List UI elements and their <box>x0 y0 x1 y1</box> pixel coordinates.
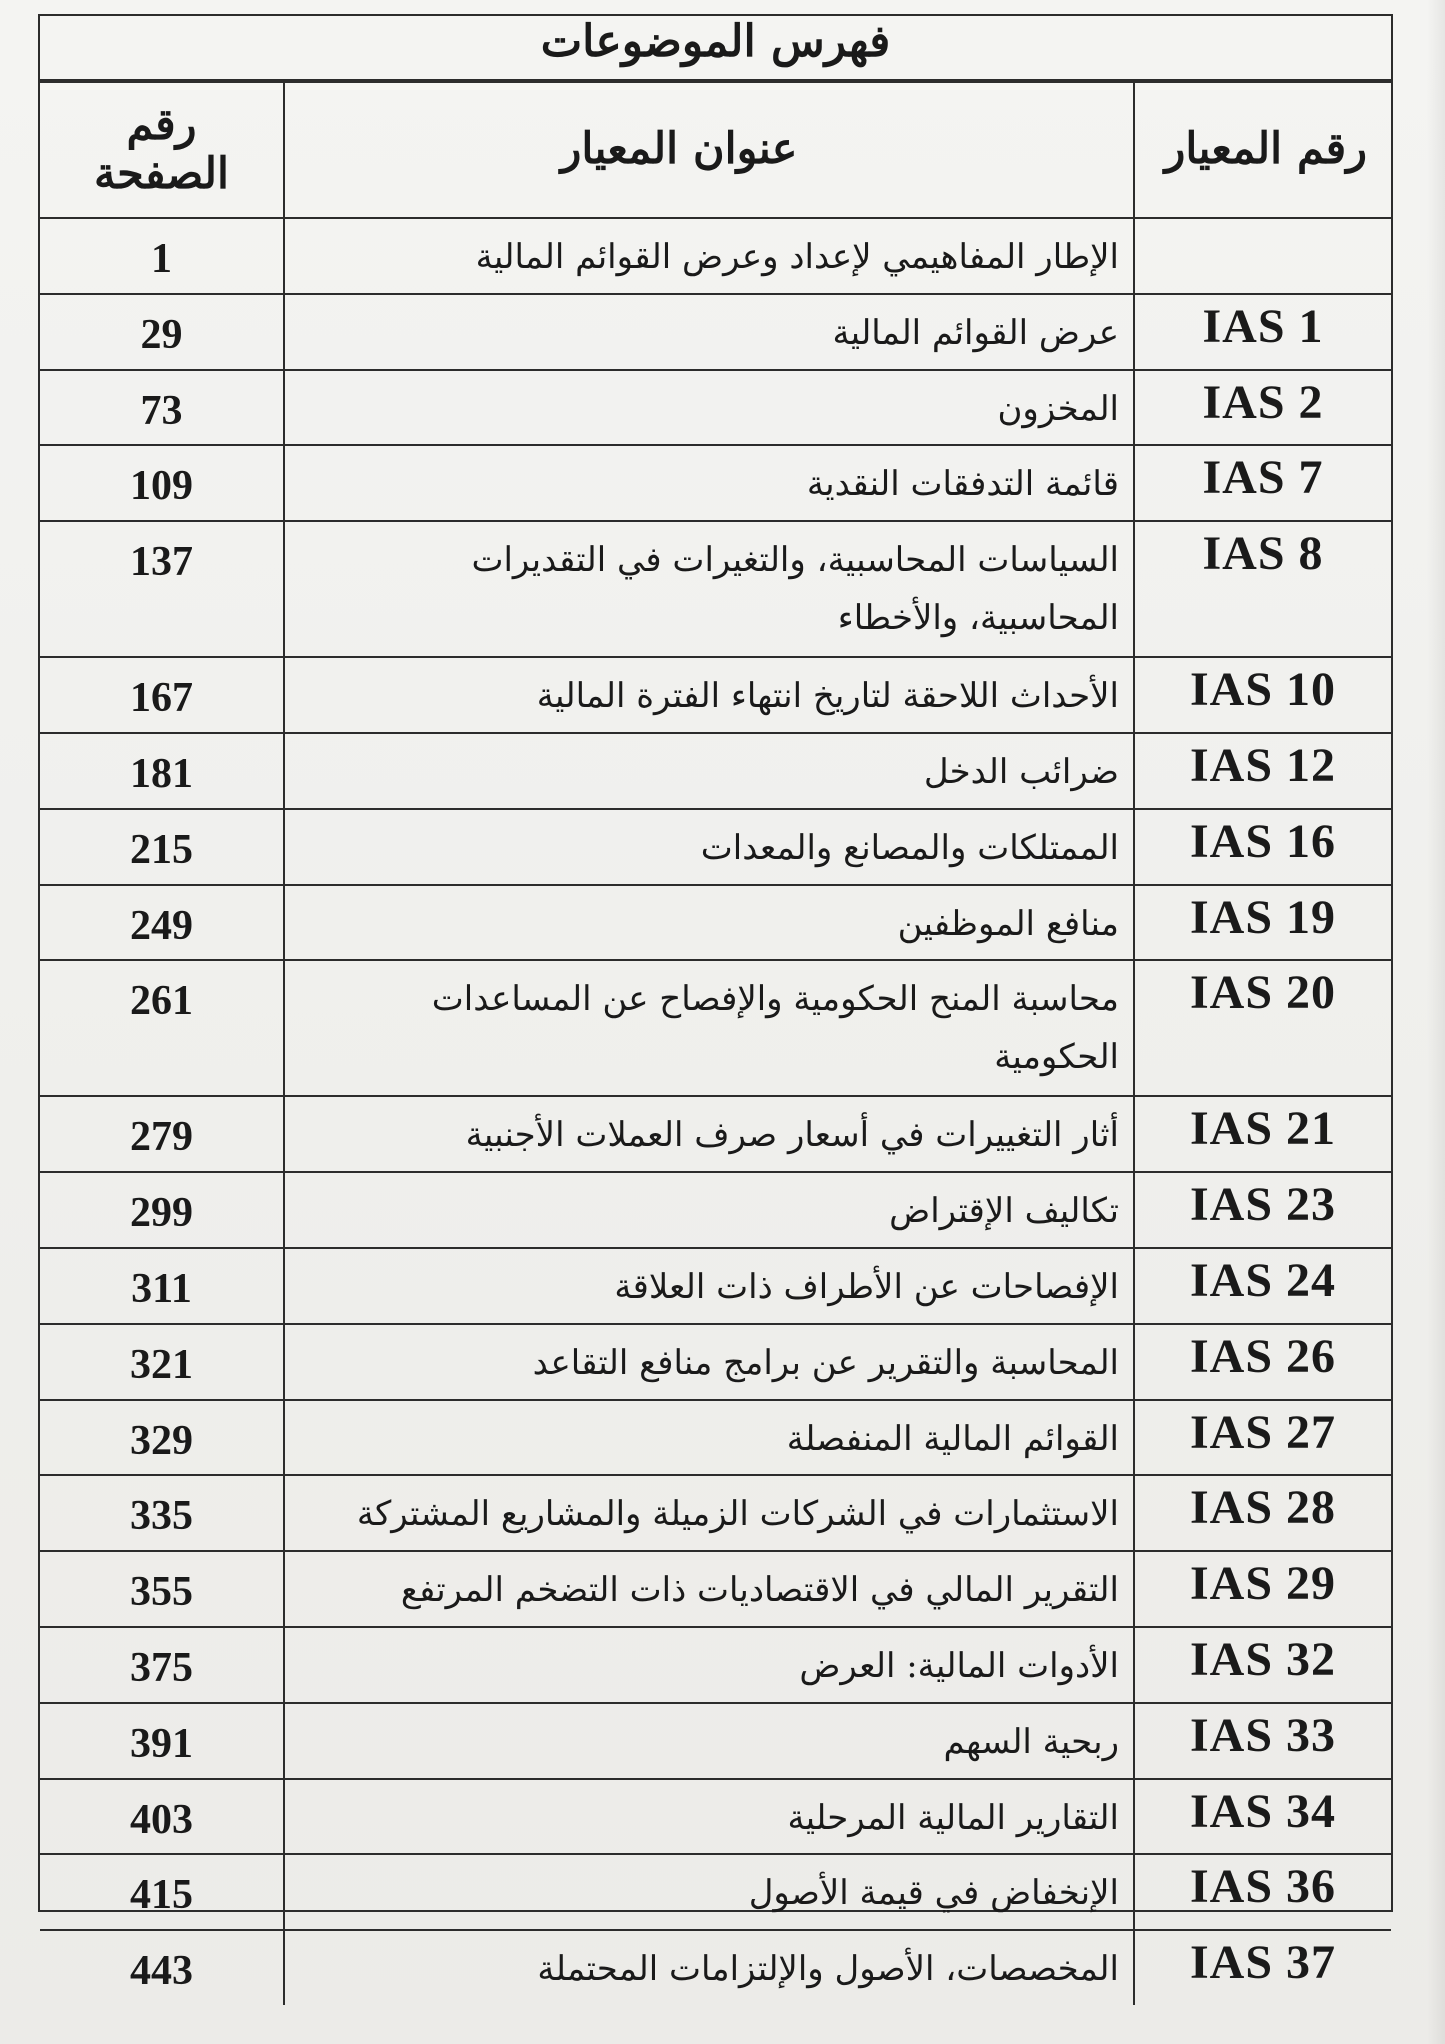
page-number: 29 <box>40 294 284 370</box>
standard-code: IAS 19 <box>1134 885 1391 961</box>
standard-code: IAS 29 <box>1134 1551 1391 1627</box>
toc-row <box>40 1779 1391 1855</box>
standard-title: المحاسبة والتقرير عن برامج منافع التقاعد <box>284 1324 1134 1400</box>
standard-title: منافع الموظفين <box>284 885 1134 961</box>
standard-title: محاسبة المنح الحكومية والإفصاح عن المساعدات الحكومية <box>284 960 1134 1096</box>
toc-row <box>40 809 1391 885</box>
page-number: 403 <box>40 1779 284 1855</box>
toc-row <box>40 370 1391 446</box>
standard-code: IAS 33 <box>1134 1703 1391 1779</box>
page-number: 137 <box>40 521 284 657</box>
toc-row <box>40 218 1391 294</box>
toc-row <box>40 1475 1391 1551</box>
standard-title: تكاليف الإقتراض <box>284 1172 1134 1248</box>
page-number: 375 <box>40 1627 284 1703</box>
standard-code: IAS 26 <box>1134 1324 1391 1400</box>
standard-code: IAS 24 <box>1134 1248 1391 1324</box>
standard-code: IAS 12 <box>1134 733 1391 809</box>
toc-row <box>40 1248 1391 1324</box>
toc-row <box>40 960 1391 1096</box>
standard-code: IAS 8 <box>1134 521 1391 657</box>
standard-title: الاستثمارات في الشركات الزميلة والمشاريع المشتركة <box>284 1475 1134 1551</box>
standard-code: IAS 10 <box>1134 657 1391 733</box>
toc-row <box>40 733 1391 809</box>
header-title: عنوان المعيار <box>284 82 1134 218</box>
toc-row <box>40 657 1391 733</box>
page-number: 329 <box>40 1400 284 1476</box>
standard-code: IAS 1 <box>1134 294 1391 370</box>
standard-code: IAS 7 <box>1134 445 1391 521</box>
toc-row <box>40 1096 1391 1172</box>
header-code: رقم المعيار <box>1134 82 1391 218</box>
standard-code: IAS 20 <box>1134 960 1391 1096</box>
standard-title: المخزون <box>284 370 1134 446</box>
standard-title: الأدوات المالية: العرض <box>284 1627 1134 1703</box>
standard-title: ضرائب الدخل <box>284 733 1134 809</box>
page-number: 311 <box>40 1248 284 1324</box>
toc-frame <box>38 14 1393 1995</box>
standard-code: IAS 2 <box>1134 370 1391 446</box>
standard-code: IAS 32 <box>1134 1627 1391 1703</box>
header-page <box>40 82 284 218</box>
page-number: 391 <box>40 1703 284 1779</box>
header-row <box>40 82 1391 218</box>
page-number: 415 <box>40 1854 284 1930</box>
toc-row <box>40 1627 1391 1703</box>
page-number: 167 <box>40 657 284 733</box>
page-number: 261 <box>40 960 284 1096</box>
header-page-line2: الصفحة <box>94 149 229 199</box>
standard-title: الإنخفاض في قيمة الأصول <box>284 1854 1134 1930</box>
page-number: 73 <box>40 370 284 446</box>
page-number: 109 <box>40 445 284 521</box>
standard-title: أثار التغييرات في أسعار صرف العملات الأجنبية <box>284 1096 1134 1172</box>
standard-title: الإطار المفاهيمي لإعداد وعرض القوائم المالية <box>284 218 1134 294</box>
toc-row <box>40 294 1391 370</box>
page-number: 181 <box>40 733 284 809</box>
page-number: 279 <box>40 1096 284 1172</box>
page-number: 355 <box>40 1551 284 1627</box>
standard-title: عرض القوائم المالية <box>284 294 1134 370</box>
page-number: 1 <box>40 218 284 294</box>
standard-code: IAS 23 <box>1134 1172 1391 1248</box>
standard-code: IAS 16 <box>1134 809 1391 885</box>
page-number: 335 <box>40 1475 284 1551</box>
standard-code: IAS 28 <box>1134 1475 1391 1551</box>
page-number: 249 <box>40 885 284 961</box>
standard-title: الأحداث اللاحقة لتاريخ انتهاء الفترة المالية <box>284 657 1134 733</box>
page-number: 215 <box>40 809 284 885</box>
standard-code: IAS 21 <box>1134 1096 1391 1172</box>
toc-row <box>40 1172 1391 1248</box>
standard-title: المخصصات، الأصول والإلتزامات المحتملة <box>284 1930 1134 2005</box>
standard-title: الممتلكات والمصانع والمعدات <box>284 809 1134 885</box>
toc-row <box>40 445 1391 521</box>
standard-code: IAS 37 <box>1134 1930 1391 2005</box>
standard-title: ربحية السهم <box>284 1703 1134 1779</box>
header-page-line1: رقم <box>126 99 197 150</box>
standard-title: التقارير المالية المرحلية <box>284 1779 1134 1855</box>
standard-title: القوائم المالية المنفصلة <box>284 1400 1134 1476</box>
standard-code: IAS 27 <box>1134 1400 1391 1476</box>
index-title: فهرس الموضوعات <box>40 16 1391 81</box>
page-number: 321 <box>40 1324 284 1400</box>
page-number: 299 <box>40 1172 284 1248</box>
toc-row <box>40 1854 1391 1930</box>
toc-row <box>40 521 1391 657</box>
standard-title: قائمة التدفقات النقدية <box>284 445 1134 521</box>
standard-code: IAS 34 <box>1134 1779 1391 1855</box>
toc-row <box>40 1400 1391 1476</box>
page-edge-shadow <box>1427 0 1445 2044</box>
toc-row <box>40 1703 1391 1779</box>
page-number: 443 <box>40 1930 284 2005</box>
toc-table <box>40 81 1391 2005</box>
standard-title: التقرير المالي في الاقتصاديات ذات التضخم المرتفع <box>284 1551 1134 1627</box>
standard-code: IAS 36 <box>1134 1854 1391 1930</box>
standard-code <box>1134 218 1391 294</box>
toc-body <box>40 218 1391 2005</box>
standard-title: السياسات المحاسبية، والتغيرات في التقديرات المحاسبية، والأخطاء <box>284 521 1134 657</box>
standard-title: الإفصاحات عن الأطراف ذات العلاقة <box>284 1248 1134 1324</box>
toc-row <box>40 1551 1391 1627</box>
toc-row <box>40 1930 1391 2005</box>
toc-row <box>40 885 1391 961</box>
toc-row <box>40 1324 1391 1400</box>
